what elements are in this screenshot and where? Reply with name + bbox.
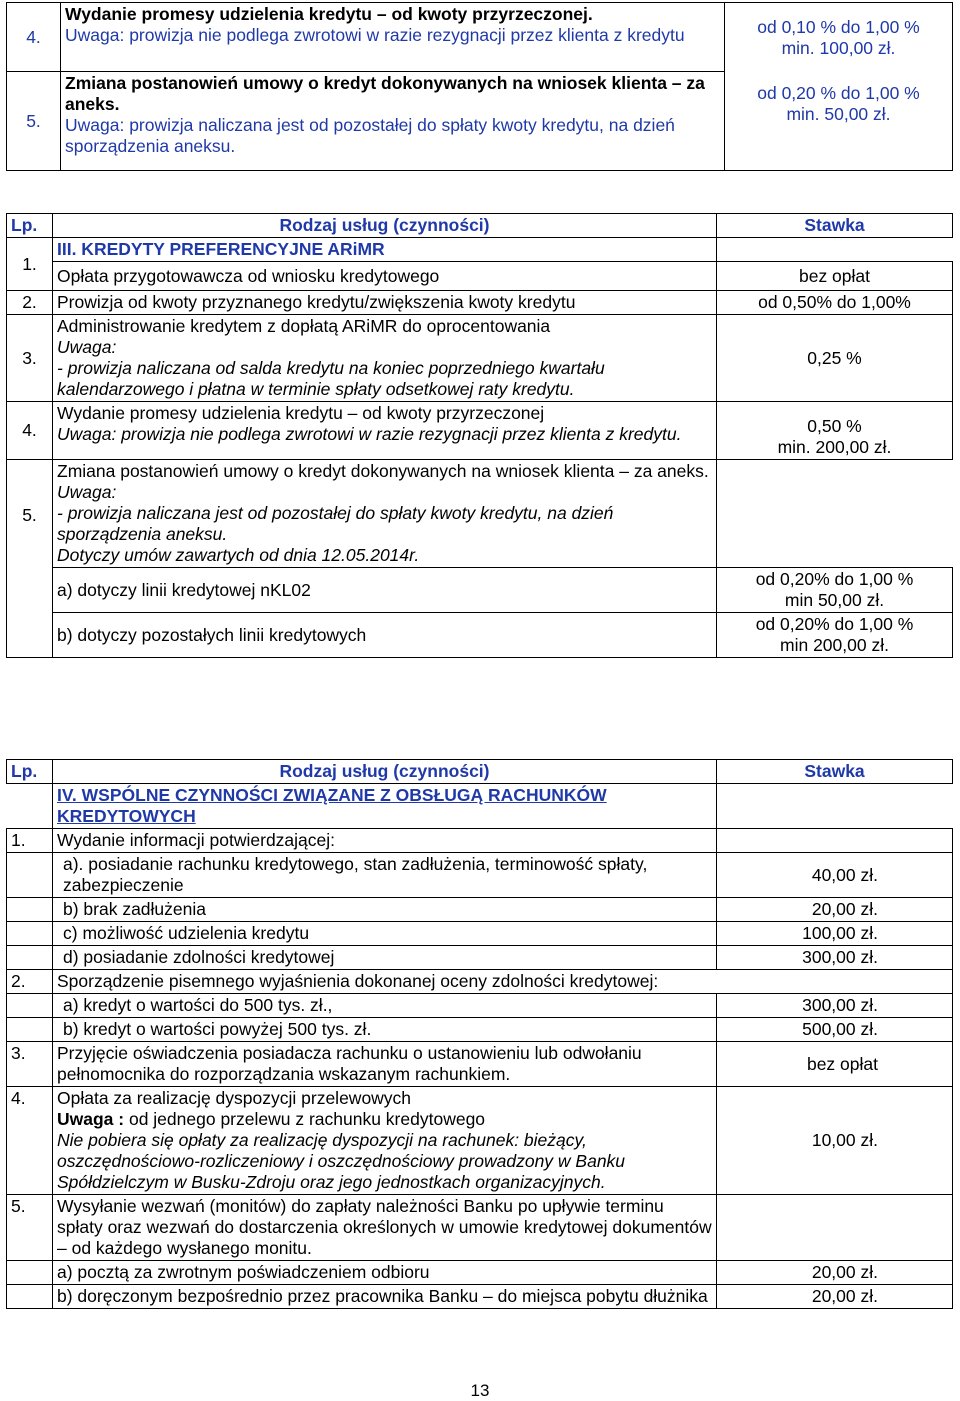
header-lp: Lp. (7, 760, 53, 784)
rate-min: min. 200,00 zł. (777, 437, 892, 457)
table-row (7, 898, 953, 922)
table-row (7, 3, 953, 72)
rate-cell: 500,00 zł. (717, 1018, 953, 1042)
rate-cell (717, 402, 953, 460)
rate-cell: 300,00 zł. (717, 946, 953, 970)
table-row (7, 1042, 953, 1087)
header-lp: Lp. (7, 214, 53, 238)
service-subitem: a). posiadanie rachunku kredytowego, stan zadłużenia, terminowość spłaty, zabezpieczenie (53, 853, 717, 898)
table-row (7, 402, 953, 460)
service-subitem: c) możliwość udzielenia kredytu (53, 922, 717, 946)
rate-cell: 20,00 zł. (717, 898, 953, 922)
service-cell (61, 72, 725, 171)
uwaga-label: Uwaga: (57, 337, 117, 357)
service-note-date: Dotyczy umów zawartych od dnia 12.05.2014r. (57, 545, 420, 565)
header-service: Rodzaj usług (czynności) (53, 760, 717, 784)
service-cell: Sporządzenie pisemnego wyjaśnienia dokonanej oceny zdolności kredytowej: (53, 970, 953, 994)
table-row (7, 829, 953, 853)
service-title: Administrowanie kredytem z dopłatą ARiMR do oprocentowania (57, 316, 551, 336)
rate-min: min 50,00 zł. (784, 590, 885, 610)
table-row (7, 568, 953, 613)
fees-table-common (6, 759, 953, 1309)
rate-cell: 0,25 % (717, 315, 953, 402)
service-cell (53, 460, 717, 568)
rate-cell: bez opłat (717, 262, 953, 291)
service-subitem: a) kredyt o wartości do 500 tys. zł., (53, 994, 717, 1018)
rate-cell: od 0,50% do 1,00% (717, 291, 953, 315)
rate-cell: 20,00 zł. (717, 1285, 953, 1309)
row-number: 1. (7, 829, 53, 853)
uwaga-text: od jednego przelewu z rachunku kredytowego (124, 1109, 486, 1129)
table-row (7, 315, 953, 402)
row-number: 4. (7, 3, 61, 72)
table-row (7, 853, 953, 898)
rate-value: od 0,20% do 1,00 % (755, 569, 914, 589)
service-subitem: b) doręczonym bezpośrednio przez pracownika Banku – do miejsca pobytu dłużnika (53, 1285, 717, 1309)
uwaga-label: Uwaga: (57, 482, 117, 502)
service-cell: Opłata przygotowawcza od wniosku kredytowego (53, 262, 717, 291)
table-row (7, 922, 953, 946)
service-cell: Prowizja od kwoty przyznanego kredytu/zwiększenia kwoty kredytu (53, 291, 717, 315)
header-service: Rodzaj usług (czynności) (53, 214, 717, 238)
table-row (7, 1018, 953, 1042)
header-rate: Stawka (717, 760, 953, 784)
service-title: Wydanie promesy udzielenia kredytu – od kwoty przyrzeczonej (57, 403, 545, 423)
service-subitem: d) posiadanie zdolności kredytowej (53, 946, 717, 970)
service-subitem: a) pocztą za zwrotnym poświadczeniem odbioru (53, 1261, 717, 1285)
row-number: 2. (7, 970, 53, 994)
table-row (7, 1285, 953, 1309)
table-row (7, 613, 953, 658)
row-number: 3. (7, 315, 53, 402)
service-note: - prowizja naliczana jest od pozostałej do spłaty kwoty kredytu, na dzień sporządzenia aneksu. (57, 503, 614, 544)
service-cell (53, 315, 717, 402)
table-row (7, 238, 953, 262)
service-cell (53, 1087, 717, 1195)
uwaga-label: Uwaga : (57, 1109, 125, 1129)
service-note: Uwaga: prowizja nie podlega zwrotowi w razie rezygnacji przez klienta z kredytu. (57, 424, 682, 444)
table-header (7, 760, 953, 784)
section-title: III. KREDYTY PREFERENCYJNE ARiMR (53, 238, 717, 262)
service-note: Uwaga: prowizja nie podlega zwrotowi w razie rezygnacji przez klienta z kredytu (65, 25, 685, 45)
table-header (7, 214, 953, 238)
rate-cell (717, 568, 953, 613)
row-number: 4. (7, 1087, 53, 1195)
rate-value: od 0,20 % do 1,00 % (757, 83, 920, 103)
fees-table-preferential (6, 213, 953, 658)
service-title: Zmiana postanowień umowy o kredyt dokonywanych na wniosek klienta – za aneks. (57, 461, 709, 481)
row-number: 5. (7, 1195, 53, 1261)
row-number: 3. (7, 1042, 53, 1087)
rate-cell: 300,00 zł. (717, 994, 953, 1018)
service-uwaga (57, 1109, 712, 1130)
service-title: Zmiana postanowień umowy o kredyt dokonywanych na wniosek klienta – za aneks. (65, 73, 705, 114)
service-subitem: b) kredyt o wartości powyżej 500 tys. zł. (53, 1018, 717, 1042)
service-subitem: a) dotyczy linii kredytowej nKL02 (53, 568, 717, 613)
table-row (7, 970, 953, 994)
row-number: 4. (7, 402, 53, 460)
table-row (7, 994, 953, 1018)
table-row (7, 291, 953, 315)
rate-value: 0,50 % (807, 416, 862, 436)
table-row (7, 460, 953, 568)
header-rate: Stawka (717, 214, 953, 238)
table-row (7, 262, 953, 291)
rate-min: min 200,00 zł. (780, 635, 889, 655)
service-cell: Przyjęcie oświadczenia posiadacza rachunku o ustanowieniu lub odwołaniu pełnomocnika do rozporządzania wskazanym rachunkiem. (53, 1042, 717, 1087)
rate-min: min. 100,00 zł. (781, 38, 896, 58)
rate-cell: bez opłat (717, 1042, 953, 1087)
row-number: 5. (7, 72, 61, 171)
table-row (7, 784, 953, 829)
row-number: 2. (7, 291, 53, 315)
rate-cell (717, 613, 953, 658)
table-row (7, 946, 953, 970)
table-row (7, 1195, 953, 1261)
service-title: Wydanie promesy udzielenia kredytu – od kwoty przyrzeczonej. (65, 4, 593, 24)
rate-cell: 40,00 zł. (717, 853, 953, 898)
section-title: IV. WSPÓLNE CZYNNOŚCI ZWIĄZANE Z OBSŁUGĄ RACHUNKÓW KREDYTOWYCH (53, 784, 717, 829)
service-cell: Wysyłanie wezwań (monitów) do zapłaty należności Banku po upływie terminu spłaty oraz wezwań do dostarczenia określonych w umowie kredytowej dokumentów – od każdego wysłanego monitu. (53, 1195, 717, 1261)
service-note: Uwaga: prowizja naliczana jest od pozostałej do spłaty kwoty kredytu, na dzień sporządzenia aneksu. (65, 115, 675, 156)
service-note: - prowizja naliczana od salda kredytu na koniec poprzedniego kwartału kalendarzowego i płatna w terminie spłaty odsetkowej raty kredytu. (57, 358, 605, 399)
rate-cell: 20,00 zł. (717, 1261, 953, 1285)
rate-cell: 100,00 zł. (717, 922, 953, 946)
service-cell (53, 402, 717, 460)
service-cell: Wydanie informacji potwierdzającej: (53, 829, 717, 853)
row-number: 5. (7, 460, 53, 658)
service-subitem: b) brak zadłużenia (53, 898, 717, 922)
service-subitem: b) dotyczy pozostałych linii kredytowych (53, 613, 717, 658)
rate-value: od 0,10 % do 1,00 % (757, 17, 920, 37)
row-number: 1. (7, 238, 53, 291)
service-cell (61, 3, 725, 72)
fees-table-continued (6, 2, 953, 171)
page-number: 13 (470, 1381, 490, 1400)
rate-cell (725, 3, 953, 171)
table-row (7, 1261, 953, 1285)
rate-value: od 0,20% do 1,00 % (755, 614, 914, 634)
table-row (7, 1087, 953, 1195)
service-note: Nie pobiera się opłaty za realizację dyspozycji na rachunek: bieżący, oszczędnościowo-rozliczeniowy i oszczędnościowy prowadzony w Banku Spółdzielczym w Busku-Zdroju oraz jego jednostkach organizacyjnych. (57, 1130, 626, 1192)
rate-min: min. 50,00 zł. (786, 104, 891, 124)
rate-cell: 10,00 zł. (717, 1087, 953, 1195)
service-title: Opłata za realizację dyspozycji przelewowych (57, 1088, 412, 1108)
